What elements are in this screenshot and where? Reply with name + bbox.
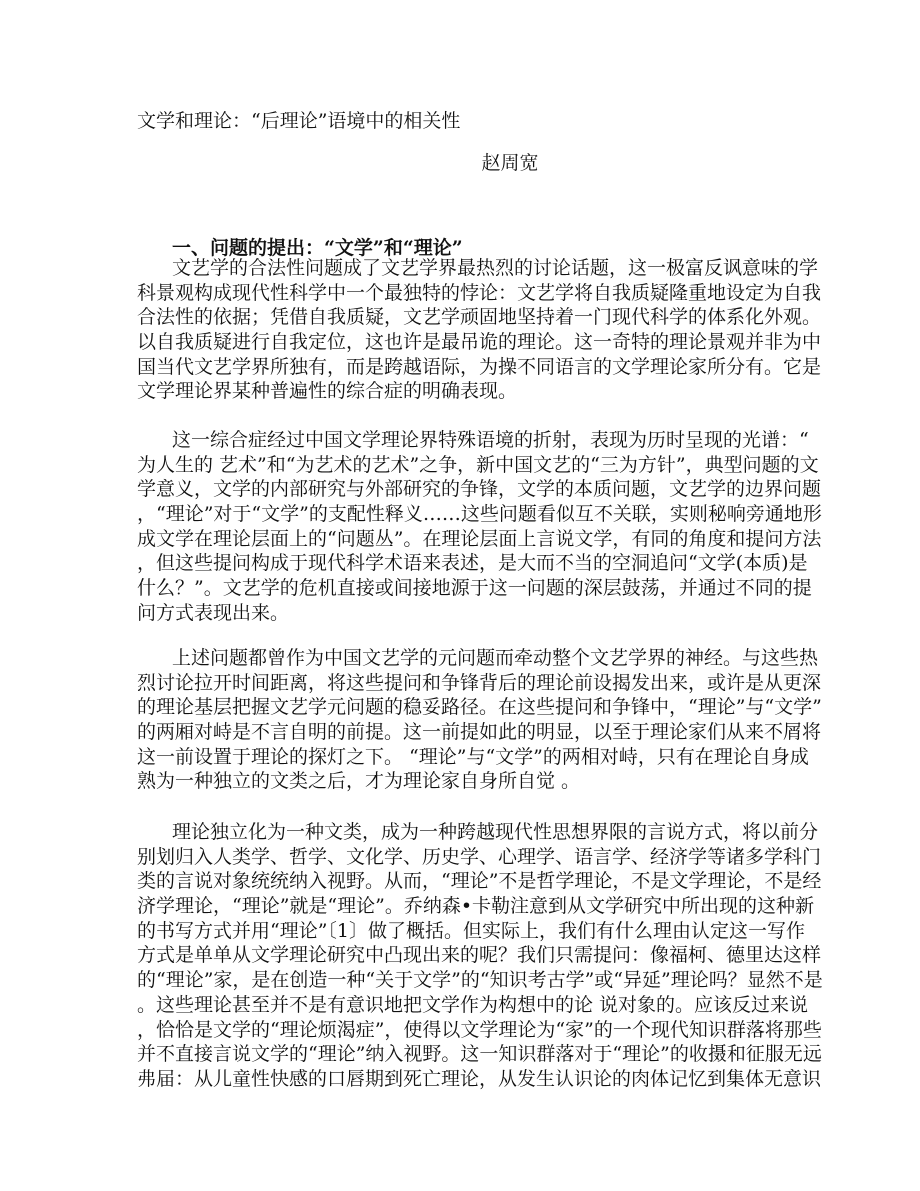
- text-line: 上述问题都曾作为中国文艺学的元问题而牵动整个文艺学界的神经。与这些热: [172, 647, 819, 669]
- text-line: 什么？”。文艺学的危机直接或间接地源于这一问题的深层鼓荡，并通过不同的提: [137, 577, 812, 600]
- text-line: 的书写方式并用“理论”〔1〕做了概括。但实际上，我们有什么理由认定这一写作: [137, 919, 806, 942]
- text-line: ，但这些提问构成于现代科学术语来表述，是大而不当的空洞追问“文学(本质)是: [137, 552, 808, 575]
- text-line: 成文学在理论层面上的“问题丛”。在理论层面上言说文学，有同的角度和提问方法: [137, 527, 822, 550]
- text-line: 熟为一种独立的文类之后，才为理论家自身所自觉 。: [137, 770, 581, 793]
- text-line: 类的言说对象统统纳入视野。从而，“理论”不是哲学理论，不是文学理论，不是经: [137, 870, 822, 893]
- text-line: 合法性的依据；凭借自我质疑，文艺学顽固地坚持着一门现代科学的体系化外观。: [137, 306, 822, 329]
- text-line: ，“理论”对于“文学”的支配性释义……这些问题看似互不关联，实则秘响旁通地形: [137, 503, 822, 526]
- paragraph: [137, 646, 822, 794]
- text-line: 别划归入人类学、哲学、文化学、历史学、心理学、语言学、经济学等诸多学科门: [137, 845, 822, 868]
- text-line: 理论独立化为一种文类，成为一种跨越现代性思想界限的言说方式，将以前分: [172, 821, 819, 843]
- text-line: 的“理论”家，是在创造一种“关于文学”的“知识考古学”或“异延”理论吗？显然不是: [137, 969, 823, 992]
- text-line: 国当代文艺学界所独有，而是跨越语际，为操不同语言的文学理论家所分有。它是: [137, 355, 822, 378]
- text-line: 并不直接言说文学的“理论”纳入视野。这一知识群落对于“理论”的收摄和征服无远: [137, 1043, 822, 1066]
- text-line: 文学理论界某种普遍性的综合症的明确表现。: [137, 380, 518, 403]
- paragraph: [137, 256, 822, 404]
- text-line: 的两厢对峙是不言自明的前提。这一前提如此的明显，以至于理论家们从来不屑将: [137, 721, 822, 744]
- text-line: 问方式表现出来。: [137, 601, 290, 624]
- text-line: 学意义，文学的内部研究与外部研究的争锋，文学的本质问题，文艺学的边界问题: [137, 478, 822, 501]
- paragraph: [137, 428, 822, 626]
- section-heading: 一、问题的提出：“文学”和“理论”: [172, 237, 463, 259]
- paragraph: [137, 820, 823, 1092]
- text-line: 弗届：从儿童性快感的口唇期到死亡理论，从发生认识论的肉体记忆到集体无意识: [137, 1067, 822, 1090]
- text-line: 这一前设置于理论的探灯之下。 “理论”与“文学”的两相对峙，只有在理论自身成: [137, 745, 809, 768]
- text-line: 的理论基层把握文艺学元问题的稳妥路径。在这些提问和争锋中，“理论”与“文学”: [137, 696, 822, 719]
- text-line: 这一综合症经过中国文学理论界特殊语境的折射，表现为历时呈现的光谱：“: [172, 429, 809, 451]
- text-line: 文艺学的合法性问题成了文艺学界最热烈的讨论话题，这一极富反讽意味的学: [172, 257, 819, 279]
- text-line: 科景观构成现代性科学中一个最独特的悖论：文艺学将自我质疑隆重地设定为自我: [137, 281, 822, 304]
- text-line: 以自我质疑进行自我定位，这也许是最吊诡的理论。这一奇特的理论景观并非为中: [137, 331, 822, 354]
- text-line: 济学理论，“理论”就是“理论”。乔纳森•卡勒注意到从文学研究中所出现的这种新: [137, 895, 815, 918]
- author-name: 赵周宽: [481, 152, 539, 174]
- text-line: ，恰恰是文学的“理论烦渴症”，使得以文学理论为“家”的一个现代知识群落将那些: [137, 1018, 822, 1041]
- text-line: 。这些理论甚至并不是有意识地把文学作为构想中的论 说对象的。应该反过来说: [137, 993, 809, 1016]
- text-line: 为人生的 艺术”和“为艺术的艺术”之争，新中国文艺的“三为方针”，典型问题的文: [137, 453, 819, 476]
- text-line: 烈讨论拉开时间距离，将这些提问和争锋背后的理论前设揭发出来，或许是从更深: [137, 671, 822, 694]
- document-title: 文学和理论：“后理论”语境中的相关性: [137, 110, 461, 132]
- text-line: 方式是单单从文学理论研究中凸现出来的呢？我们只需提问：像福柯、德里达这样: [137, 944, 822, 967]
